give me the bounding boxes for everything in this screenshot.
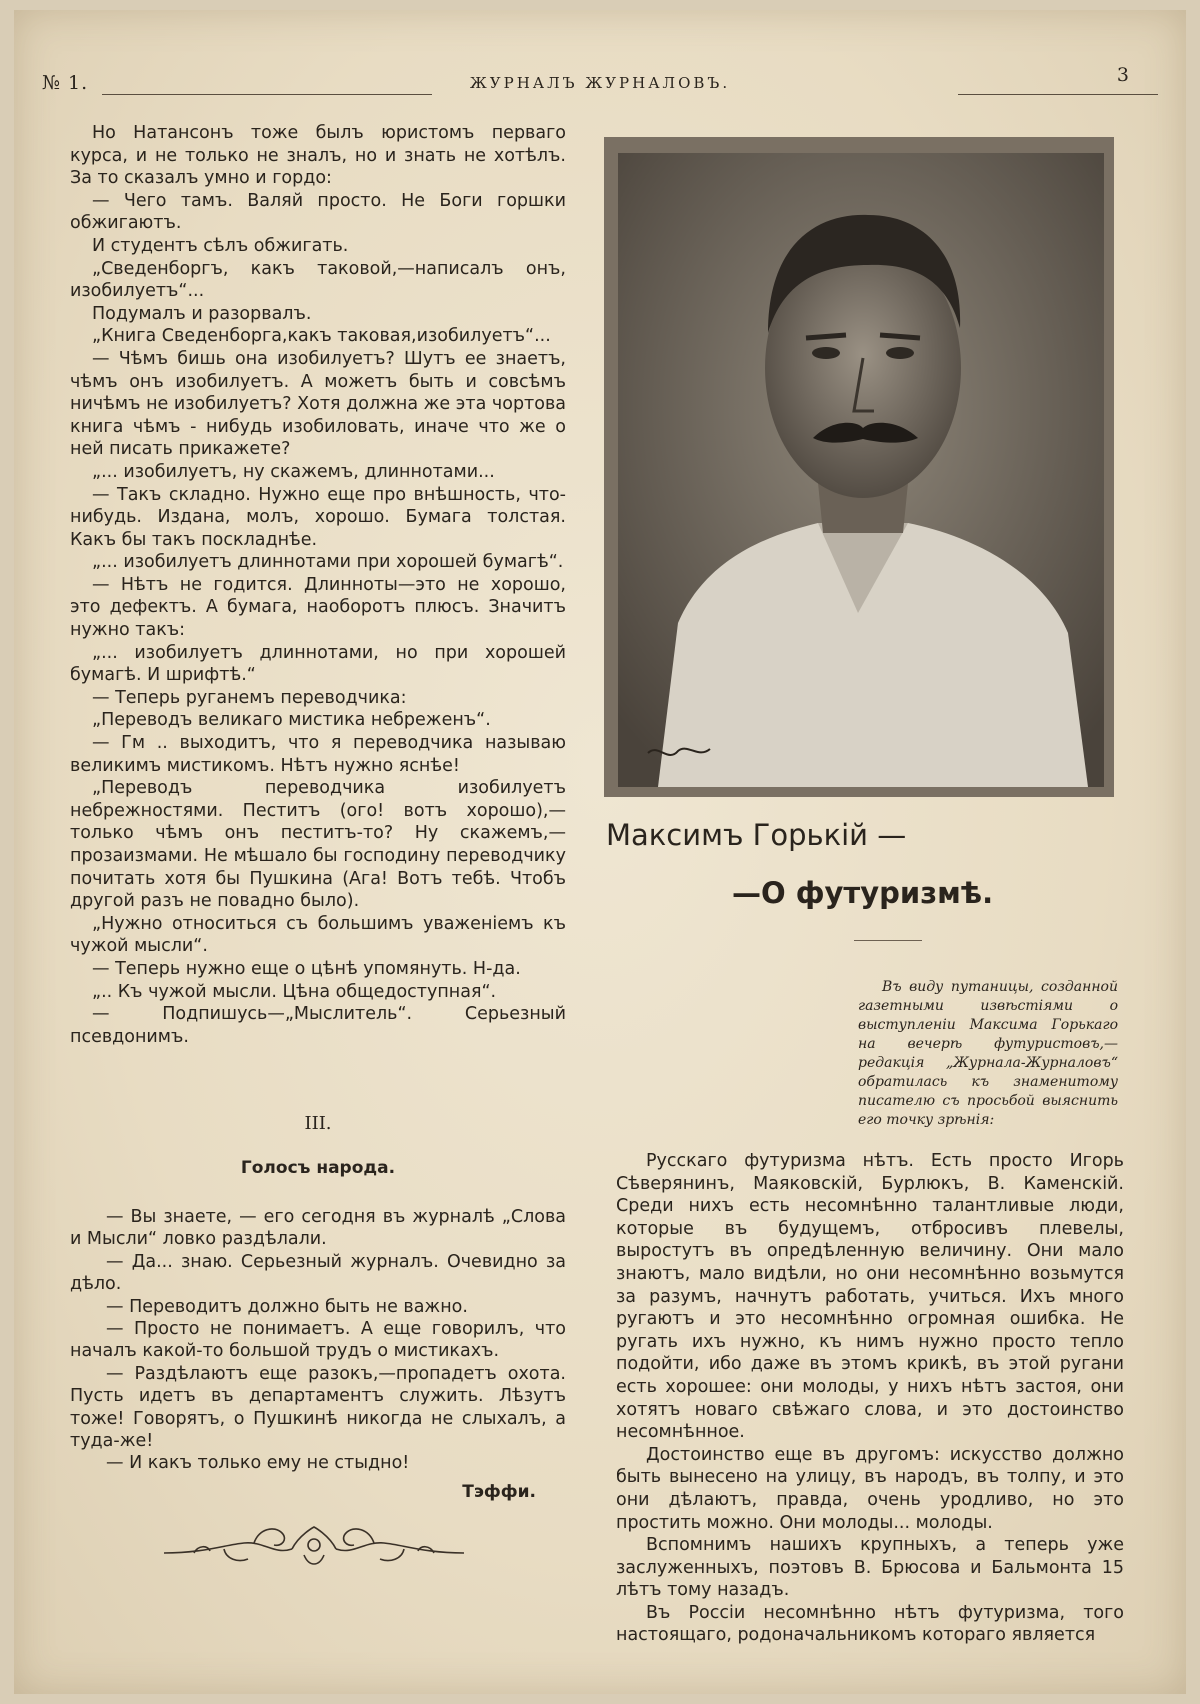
article-headline-author: Максимъ Горькій — [606,818,907,852]
issue-number: № 1. [42,72,89,94]
paragraph: — Раздѣлаютъ еще разокъ,—пропадетъ охота. Пусть идетъ въ департаментъ служить. Лѣзутъ тоже! Говорятъ, о Пушкинѣ никогда не слыхалъ, а туда-же! [70,1363,566,1452]
paragraph: „Переводъ переводчика изобилуетъ небрежностями. Пеститъ (ого! вотъ хорошо),—только чѣмъ онъ пеститъ-то? Ну скажемъ,—прозаизмами. Не мѣшало бы господину переводчику почитать хотя бы Пушкина (Ага! Вотъ тебѣ. Чтобъ другой разъ не повадно было). [70,778,566,912]
paragraph: „Книга Сведенборга,какъ таковая,изобилуетъ“... [92,326,551,347]
section-title: Голосъ народа. [240,1158,396,1178]
header-rule-left [102,94,432,95]
left-column-dialogue [70,1206,566,1475]
portrait-photo-frame [604,137,1114,797]
paragraph: „Переводъ великаго мистика небреженъ“. [92,710,491,731]
paragraph: Но Натансонъ тоже былъ юристомъ перваго курса, и не только не зналъ, но и знать не хотѣлъ. За то сказалъ умно и гордо: [70,123,566,189]
paragraph: — Чего тамъ. Валяй просто. Не Боги горшки обжигаютъ. [70,190,566,234]
paragraph: Вспомнимъ нашихъ крупныхъ, а теперь уже заслуженныхъ, поэтовъ В. Брюсова и Бальмонта 15 лѣтъ тому назадъ. [616,1535,1124,1601]
left-column-text [70,122,566,1048]
paragraph: — Гм .. выходитъ, что я переводчика называю великимъ мистикомъ. Нѣтъ нужно яснѣе! [70,733,566,776]
paragraph: „... изобилуетъ длиннотами при хорошей бумагѣ“. [92,552,564,573]
paragraph: Подумалъ и разорвалъ. [92,303,312,324]
paragraph: Въ Россіи несомнѣнно нѣтъ футуризма, того настоящаго, родоначальникомъ котораго является [616,1602,1124,1646]
right-column-text [616,1150,1124,1647]
paragraph: „... изобилуетъ длиннотами, но при хорошей бумагѣ. И шрифтѣ.“ [70,642,566,686]
newspaper-page [14,10,1186,1694]
editor-note [858,978,1118,1130]
running-head [42,64,1158,100]
paragraph: — Такъ складно. Нужно еще про внѣшность, что-нибудь. Издана, молъ, хорошо. Бумага толстая. Какъ бы такъ поскладнѣе. [70,484,566,550]
paragraph: — Чѣмъ бишь она изобилуетъ? Шутъ ее знаетъ, чѣмъ онъ изобилуетъ. А можетъ быть и совсѣмъ ничѣмъ не изобилуетъ? Хотя должна же эта чортова книга чѣмъ - нибудь изобиловать, иначе что же о ней писать прикажете? [70,348,566,460]
article-headline-topic: —О футуризмѣ. [732,876,994,910]
paragraph: — Подпишусь—„Мыслитель“. Серьезный псевдонимъ. [70,1004,566,1047]
header-rule-right [958,94,1158,95]
paragraph: — Переводитъ должно быть не важно. [106,1296,468,1317]
author-signature: Тэффи. [462,1482,536,1502]
paragraph: — Теперь руганемъ переводчика: [92,687,407,708]
paragraph: — И какъ только ему не стыдно! [106,1453,410,1474]
journal-title: ЖУРНАЛЪ ЖУРНАЛОВЪ. [469,74,731,92]
section-number: III. [304,1113,332,1134]
paragraph: — Нѣтъ не годится. Длинноты—это не хорошо, это дефектъ. А бумага, наоборотъ плюсъ. Значитъ нужно такъ: [70,574,566,641]
editor-note-text: Въ виду путаницы, созданной газетными извѣстіями о выступленіи Максима Горькаго на вечерѣ футуристовъ,— редакція „Журнала-Журналовъ“ обратилась къ знаменитому писателю съ просьбой выяснить его точку зрѣнія: [858,979,1118,1128]
headline-divider [854,940,922,941]
paragraph: „... изобилуетъ, ну скажемъ, длиннотами... [92,461,495,482]
decorative-ornament [164,1515,464,1575]
paragraph: — Просто не понимаетъ. А еще говорилъ, что началъ какой-то большой трудъ о мистикахъ. [70,1319,566,1362]
paragraph: „.. Къ чужой мысли. Цѣна общедоступная“. [92,981,497,1002]
paragraph: „Нужно относиться съ большимъ уваженіемъ къ чужой мысли“. [70,913,566,957]
page-number: 3 [1116,64,1130,86]
paragraph: — Да... знаю. Серьезный журналъ. Очевидно за дѣло. [70,1251,566,1295]
paragraph: „Сведенборгъ, какъ таковой,—написалъ онъ, изобилуетъ“... [70,258,566,302]
paragraph: Русскаго футуризма нѣтъ. Есть просто Игорь Сѣверянинъ, Маяковскій, Бурлюкъ, В. Каменскій. Среди нихъ есть несомнѣнно талантливые люди, которые въ будущемъ, отбросивъ плевелы, выростутъ въ опредѣленную величину. Они мало знаютъ, мало видѣли, но они несомнѣнно возьмутся за разумъ, начнутъ работать, учиться. Ихъ много ругаютъ и это несомнѣнно огромная ошибка. Не ругать ихъ нужно, къ нимъ нужно просто тепло подойти, ибо даже въ этомъ крикѣ, въ этой ругани есть хорошее: они молоды, у нихъ нѣтъ застоя, они хотятъ новаго свѣжаго слова, и это достоинство несомнѣнное. [616,1151,1124,1443]
paragraph: Достоинство еще въ другомъ: искусство должно быть вынесено на улицу, въ народъ, въ толпу, и это они дѣлаютъ, правда, очень уродливо, но это простить можно. Они молоды... молоды. [616,1444,1124,1533]
paragraph: — Вы знаете, — его сегодня въ журналѣ „Слова и Мысли“ ловко раздѣлали. [70,1207,566,1250]
portrait-of-maxim-gorky [618,153,1104,787]
paragraph: — Теперь нужно еще о цѣнѣ упомянуть. Н-да. [92,958,521,979]
paragraph: И студентъ сѣлъ обжигать. [92,235,349,256]
